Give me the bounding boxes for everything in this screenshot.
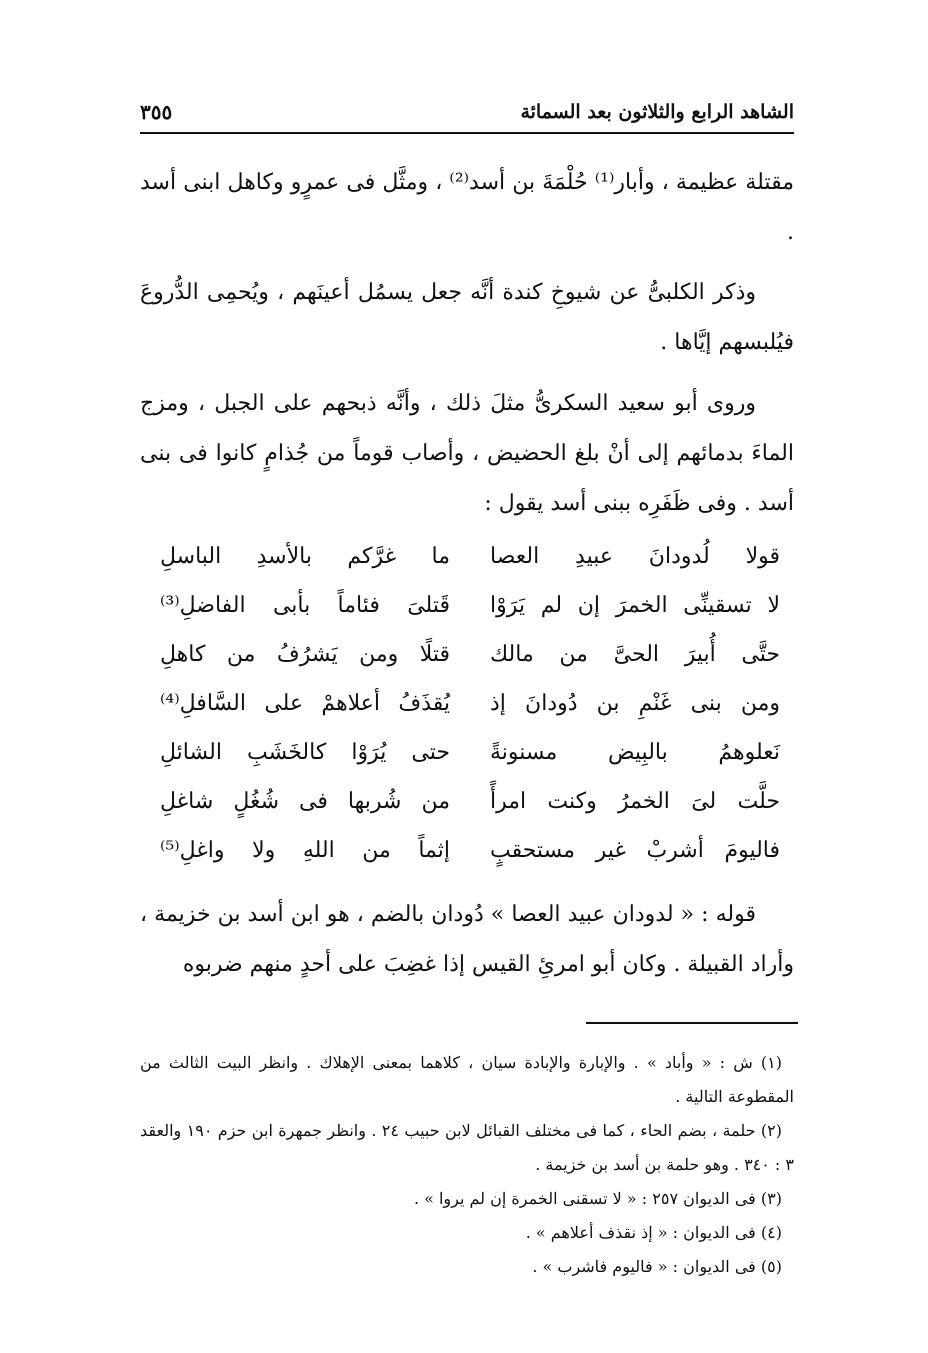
footnote-1: (١) ش : « وأباد » . والإبارة والإبادة سيان ، كلاهما بمعنى الإهلاك . وانظر البيت الثالث من المقطوعة التالية . [140, 1053, 794, 1106]
verse-second-hemistich: حتى يُرَوْا كالخَشَبِ الشائلِ [160, 740, 450, 765]
verse-second-hemistich: قتلًا ومن يَشرُفُ من كاهلِ [160, 642, 450, 667]
page-number: ٣٥٥ [140, 100, 173, 124]
footnotes [140, 1046, 794, 1284]
footnote-rule [586, 1022, 798, 1024]
verse-second-hemistich: من شُربها فى شُغُلٍ شاغلِ [160, 789, 450, 814]
verse-first-hemistich: نَعلوهمُ بالبِيض مسنونةً [490, 740, 780, 765]
footnote-5: (٥) فى الديوان : « فاليوم فاشرب » . [532, 1257, 782, 1276]
paragraph-text: وذكر الكلبىُّ عن شيوخِ كندة أنَّه جعل يسمُل أعينَهم ، ويُحمِى الدُّروعَ فيُلبسهم إيَّاها . [140, 280, 794, 355]
verse-second-hemistich: إثماً من اللهِ ولا واغلِ⁽⁵⁾ [160, 838, 450, 863]
verse [160, 532, 780, 581]
verse [160, 826, 780, 875]
verse [160, 630, 780, 679]
verse [160, 679, 780, 728]
paragraph-4 [140, 890, 794, 990]
paragraph-text: مقتلة عظيمة ، وأبار⁽¹⁾ حُلْمَةَ بن أسد⁽²⁾ ، ومثَّل فى عمرٍو وكاهل ابنى أسد . [140, 170, 794, 245]
verse-first-hemistich: لا تسقينِّى الخمرَ إن لم يَرَوْا [490, 593, 780, 618]
paragraph-1 [140, 158, 794, 258]
header-rule [140, 132, 794, 134]
paragraph-2 [140, 268, 794, 368]
page-header [140, 92, 794, 132]
running-title: الشاهد الرابع والثلاثون بعد السمائة [520, 101, 794, 123]
verse-second-hemistich: قَتلىَ فئاماً بأبى الفاضلِ⁽³⁾ [160, 593, 450, 618]
verse [160, 728, 780, 777]
verse-first-hemistich: فاليومَ أشربْ غير مستحقبٍ [490, 838, 780, 863]
verse [160, 581, 780, 630]
paragraph-3 [140, 379, 794, 529]
verse-first-hemistich: حتَّى أُبيرَ الحىَّ من مالك [490, 642, 780, 667]
verse-first-hemistich: حلَّت لىَ الخمرُ وكنت امرأً [490, 789, 780, 814]
paragraph-text: قوله : « لدودان عبيد العصا » دُودان بالضم ، هو ابن أسد بن خزيمة ، وأراد القبيلة . وكان أبو امرئِ القيس إذا غضِبَ على أحدٍ منهم ضربوه [140, 902, 794, 977]
verse-first-hemistich: قولا لُدودانَ عبيدِ العصا [490, 544, 780, 569]
verse-first-hemistich: ومن بنى غَنْمِ بن دُودانَ إذ [490, 691, 780, 716]
poem [160, 532, 780, 875]
verse [160, 777, 780, 826]
footnote-2: (٢) حلمة ، بضم الحاء ، كما فى مختلف القبائل لابن حبيب ٢٤ . وانظر جمهرة ابن حزم ١٩٠ والعقد ٣ : ٣٤٠ . وهو حلمة بن أسد بن خزيمة . [140, 1121, 794, 1174]
verse-second-hemistich: ما غرَّكم بالأسدِ الباسلِ [160, 544, 450, 569]
footnote-4: (٤) فى الديوان : « إذ نقذف أعلاهم » . [525, 1223, 782, 1242]
verse-second-hemistich: يُقذَفُ أعلاهمْ على السَّافلِ⁽⁴⁾ [160, 691, 450, 716]
footnote-3: (٣) فى الديوان ٢٥٧ : « لا تسقنى الخمرة إن لم يروا » . [413, 1189, 782, 1208]
paragraph-text: وروى أبو سعيد السكرىُّ مثلَ ذلك ، وأنَّه ذبحهم على الجبل ، ومزج الماءَ بدمائهم إلى أنْ بلغ الحضيض ، وأصاب قوماً من جُذامٍ كانوا فى بنى أسد . وفى ظَفَرِه ببنى أسد يقول : [140, 391, 794, 516]
